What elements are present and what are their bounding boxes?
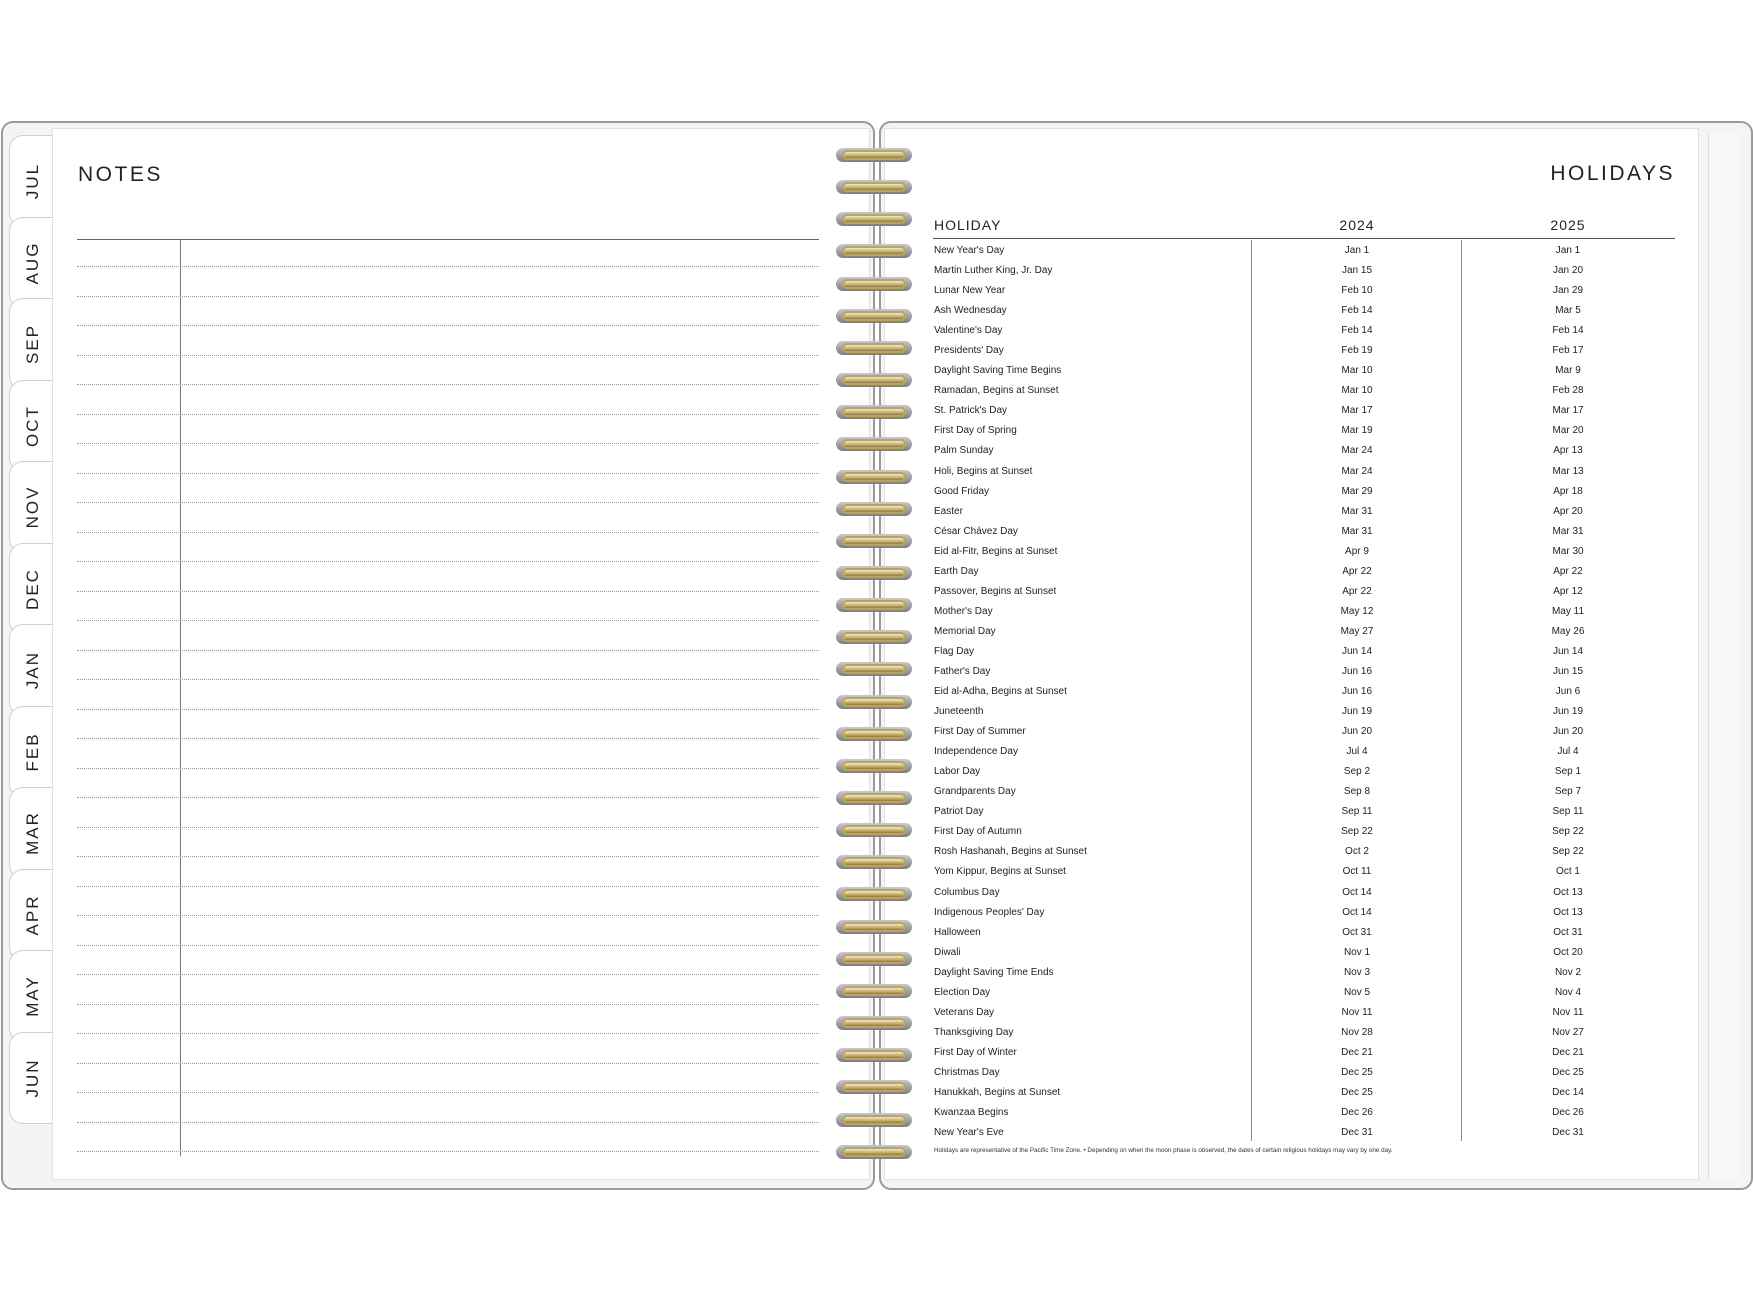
month-tab-feb[interactable] xyxy=(9,706,55,798)
holiday-date-2025: Feb 28 xyxy=(1552,385,1584,397)
holiday-row xyxy=(933,582,1675,602)
holiday-name: Grandparents Day xyxy=(934,786,1016,798)
holiday-date-2024: Jan 15 xyxy=(1341,265,1373,277)
holiday-row xyxy=(933,762,1675,782)
holiday-date-2024: Oct 11 xyxy=(1342,866,1372,878)
holiday-row xyxy=(933,1123,1675,1143)
holiday-date-2025: Jun 6 xyxy=(1555,686,1581,698)
spiral-ring xyxy=(836,1145,912,1160)
holiday-date-2025: Sep 7 xyxy=(1554,786,1582,798)
spiral-ring xyxy=(836,502,912,517)
notes-line xyxy=(77,1092,819,1093)
holiday-name: Patriot Day xyxy=(934,806,984,818)
holiday-row xyxy=(933,482,1675,502)
holiday-date-2025: Sep 1 xyxy=(1554,766,1582,778)
holiday-date-2025: Apr 18 xyxy=(1553,485,1583,497)
holiday-date-2024: Feb 19 xyxy=(1341,345,1373,357)
holiday-row xyxy=(933,822,1675,842)
notes-line xyxy=(77,827,819,828)
spiral-ring xyxy=(836,148,912,163)
notes-line xyxy=(77,1122,819,1123)
spiral-ring xyxy=(836,437,912,452)
month-tab-jun[interactable] xyxy=(9,1032,55,1124)
holiday-date-2024: Dec 25 xyxy=(1341,1086,1373,1098)
spiral-ring xyxy=(836,244,912,259)
notes-line xyxy=(77,473,819,474)
notes-line xyxy=(77,1151,819,1152)
notes-title: NOTES xyxy=(78,163,163,186)
holiday-row xyxy=(933,702,1675,722)
holiday-name: Memorial Day xyxy=(934,625,996,637)
holiday-name: Flag Day xyxy=(934,645,975,657)
notes-header-rule xyxy=(77,239,819,240)
notes-line xyxy=(77,650,819,651)
holiday-date-2025: Oct 13 xyxy=(1553,886,1583,898)
notes-line xyxy=(77,532,819,533)
holiday-name: Daylight Saving Time Begins xyxy=(934,365,1062,377)
holiday-date-2024: Apr 22 xyxy=(1342,565,1372,577)
holiday-date-2025: May 26 xyxy=(1551,625,1585,637)
notes-line xyxy=(77,679,819,680)
holiday-row xyxy=(933,963,1675,983)
holiday-date-2025: Dec 21 xyxy=(1552,1046,1584,1058)
month-tab-label: AUG xyxy=(22,241,42,284)
holiday-date-2025: Apr 13 xyxy=(1553,445,1583,457)
spiral-ring xyxy=(836,277,912,292)
holiday-name: Juneteenth xyxy=(934,706,984,718)
holiday-date-2024: Jun 14 xyxy=(1341,645,1373,657)
spiral-ring xyxy=(836,405,912,420)
month-tab-dec[interactable] xyxy=(9,543,55,635)
holiday-date-2024: Mar 10 xyxy=(1341,385,1373,397)
spiral-ring xyxy=(836,534,912,549)
holiday-name: Diwali xyxy=(934,946,961,958)
holidays-table xyxy=(933,241,1675,1143)
holiday-date-2025: Sep 11 xyxy=(1552,806,1584,818)
holiday-date-2024: Mar 24 xyxy=(1341,465,1373,477)
holiday-name: Thanksgiving Day xyxy=(934,1026,1014,1038)
holiday-date-2024: Oct 14 xyxy=(1342,906,1372,918)
spiral-ring xyxy=(836,662,912,677)
spiral-ring xyxy=(836,727,912,742)
holiday-date-2024: Jun 19 xyxy=(1341,706,1373,718)
holidays-footnote: Holidays are representative of the Pacific Time Zone. • Depending on when the moon phase is observed, the dates of certain religious holidays may vary by one day. xyxy=(934,1147,1393,1154)
holiday-date-2024: Mar 24 xyxy=(1341,445,1373,457)
holiday-date-2025: Oct 31 xyxy=(1553,926,1583,938)
notes-line xyxy=(77,709,819,710)
holiday-name: Kwanzaa Begins xyxy=(934,1107,1009,1119)
holiday-row xyxy=(933,1023,1675,1043)
holiday-row xyxy=(933,341,1675,361)
holiday-row xyxy=(933,522,1675,542)
notes-line xyxy=(77,502,819,503)
spiral-ring xyxy=(836,309,912,324)
holiday-date-2025: May 11 xyxy=(1551,605,1585,617)
holiday-name: First Day of Summer xyxy=(934,726,1026,738)
holiday-date-2024: Oct 31 xyxy=(1342,926,1372,938)
month-tab-label: FEB xyxy=(22,731,42,772)
month-tab-jan[interactable] xyxy=(9,624,55,716)
holiday-row xyxy=(933,1103,1675,1123)
notes-page xyxy=(52,128,870,1180)
holiday-date-2024: Dec 31 xyxy=(1341,1127,1373,1139)
holiday-date-2025: Jan 29 xyxy=(1552,285,1584,297)
holiday-date-2025: Sep 22 xyxy=(1552,826,1584,838)
month-tab-label: MAR xyxy=(22,811,42,855)
holiday-date-2024: May 12 xyxy=(1340,605,1374,617)
holidays-title: HOLIDAYS xyxy=(1550,162,1675,185)
holiday-date-2024: Feb 10 xyxy=(1341,285,1373,297)
holiday-date-2024: Nov 5 xyxy=(1343,986,1371,998)
notes-line xyxy=(77,1033,819,1034)
notes-line xyxy=(77,856,819,857)
month-tab-sep[interactable] xyxy=(9,298,55,390)
holiday-date-2024: Jan 1 xyxy=(1344,245,1370,256)
holiday-row xyxy=(933,923,1675,943)
holiday-date-2025: Nov 2 xyxy=(1554,966,1582,978)
holiday-row xyxy=(933,782,1675,802)
notes-line xyxy=(77,797,819,798)
holiday-row xyxy=(933,1083,1675,1103)
holiday-row xyxy=(933,301,1675,321)
holiday-date-2025: Jan 1 xyxy=(1555,245,1581,256)
holiday-name: Hanukkah, Begins at Sunset xyxy=(934,1086,1061,1098)
month-tab-mar[interactable] xyxy=(9,787,55,879)
month-tab-label: NOV xyxy=(22,485,42,529)
column-header-holiday: HOLIDAY xyxy=(934,217,1002,233)
holidays-header-rule xyxy=(933,238,1675,239)
column-header-2025: 2025 xyxy=(1550,217,1586,233)
holiday-row xyxy=(933,462,1675,482)
holiday-name: Daylight Saving Time Ends xyxy=(934,966,1054,978)
holiday-name: Presidents' Day xyxy=(934,345,1004,357)
spiral-ring xyxy=(836,759,912,774)
holiday-row xyxy=(933,542,1675,562)
holiday-date-2024: Dec 21 xyxy=(1341,1046,1373,1058)
month-tab-label: OCT xyxy=(22,404,42,447)
holiday-name: Easter xyxy=(934,505,963,517)
holiday-row xyxy=(933,421,1675,441)
spiral-ring xyxy=(836,1048,912,1063)
holiday-date-2025: Sep 22 xyxy=(1552,846,1584,858)
notes-line xyxy=(77,561,819,562)
holiday-date-2025: Nov 4 xyxy=(1554,986,1582,998)
notes-line xyxy=(77,266,819,267)
holiday-name: Indigenous Peoples' Day xyxy=(934,906,1045,918)
month-tab-nov[interactable] xyxy=(9,461,55,553)
holiday-row xyxy=(933,983,1675,1003)
holiday-name: Veterans Day xyxy=(934,1006,995,1018)
notes-line xyxy=(77,325,819,326)
holiday-date-2024: Sep 2 xyxy=(1343,766,1371,778)
holiday-row xyxy=(933,241,1675,261)
spiral-ring xyxy=(836,630,912,645)
holiday-date-2024: Jun 16 xyxy=(1341,665,1373,677)
holiday-name: Yom Kippur, Begins at Sunset xyxy=(934,866,1066,878)
holiday-date-2024: May 27 xyxy=(1340,625,1374,637)
holiday-date-2024: Apr 22 xyxy=(1342,585,1372,597)
month-tab-label: JUL xyxy=(22,162,42,200)
holiday-name: Election Day xyxy=(934,986,991,998)
spiral-ring xyxy=(836,695,912,710)
holiday-row xyxy=(933,802,1675,822)
holiday-date-2025: Dec 31 xyxy=(1552,1127,1584,1139)
spiral-ring xyxy=(836,823,912,838)
holiday-row xyxy=(933,622,1675,642)
spiral-ring xyxy=(836,1080,912,1095)
holiday-row xyxy=(933,381,1675,401)
holiday-date-2025: Mar 31 xyxy=(1552,525,1584,537)
spiral-ring xyxy=(836,984,912,999)
holiday-row xyxy=(933,562,1675,582)
notes-line xyxy=(77,1063,819,1064)
holiday-name: Ramadan, Begins at Sunset xyxy=(934,385,1059,397)
holiday-date-2025: Oct 13 xyxy=(1553,906,1583,918)
holiday-name: Passover, Begins at Sunset xyxy=(934,585,1057,597)
holiday-date-2024: Sep 22 xyxy=(1341,826,1373,838)
holiday-row xyxy=(933,361,1675,381)
holiday-date-2025: Mar 30 xyxy=(1552,545,1584,557)
holiday-row xyxy=(933,401,1675,421)
holiday-name: Columbus Day xyxy=(934,886,1000,898)
notes-line xyxy=(77,296,819,297)
holiday-date-2025: Jun 19 xyxy=(1552,706,1584,718)
holiday-name: Palm Sunday xyxy=(934,445,994,457)
holiday-name: César Chávez Day xyxy=(934,525,1018,537)
holiday-name: Holi, Begins at Sunset xyxy=(934,465,1033,477)
spiral-ring xyxy=(836,341,912,356)
holiday-name: Eid al-Adha, Begins at Sunset xyxy=(934,686,1067,698)
month-tab-label: APR xyxy=(22,894,42,935)
month-tab-apr[interactable] xyxy=(9,869,55,961)
holiday-date-2025: Apr 20 xyxy=(1553,505,1583,517)
holiday-name: Independence Day xyxy=(934,746,1018,758)
holiday-date-2025: Feb 17 xyxy=(1552,345,1584,357)
spiral-ring xyxy=(836,1113,912,1128)
holiday-row xyxy=(933,1003,1675,1023)
holiday-name: Valentine's Day xyxy=(934,325,1003,337)
month-tab-label: MAY xyxy=(22,975,42,1017)
holiday-date-2024: Nov 1 xyxy=(1343,946,1371,958)
holiday-date-2024: Apr 9 xyxy=(1345,545,1369,557)
holiday-date-2025: Jun 15 xyxy=(1552,665,1584,677)
holiday-row xyxy=(933,441,1675,461)
spiral-ring xyxy=(836,180,912,195)
holiday-row xyxy=(933,602,1675,622)
holiday-date-2024: Feb 14 xyxy=(1341,325,1373,337)
holiday-name: Christmas Day xyxy=(934,1066,1000,1078)
holiday-row xyxy=(933,862,1675,882)
spiral-ring xyxy=(836,470,912,485)
notes-line xyxy=(77,384,819,385)
holiday-row xyxy=(933,742,1675,762)
holiday-date-2024: Jun 20 xyxy=(1341,726,1373,738)
holiday-date-2025: Apr 22 xyxy=(1553,565,1583,577)
holiday-date-2024: Sep 8 xyxy=(1343,786,1371,798)
holiday-date-2025: Jun 20 xyxy=(1552,726,1584,738)
holiday-name: First Day of Autumn xyxy=(934,826,1022,838)
holiday-date-2025: Oct 20 xyxy=(1553,946,1583,958)
holiday-row xyxy=(933,943,1675,963)
holiday-row xyxy=(933,722,1675,742)
notes-line xyxy=(77,414,819,415)
holiday-date-2024: Oct 14 xyxy=(1342,886,1372,898)
holiday-date-2024: Dec 25 xyxy=(1341,1066,1373,1078)
notes-line xyxy=(77,1004,819,1005)
holiday-date-2024: Mar 31 xyxy=(1341,525,1373,537)
holiday-date-2025: Oct 1 xyxy=(1556,866,1580,878)
holiday-row xyxy=(933,281,1675,301)
holiday-date-2025: Nov 27 xyxy=(1552,1026,1584,1038)
spiral-ring xyxy=(836,791,912,806)
holiday-date-2025: Jul 4 xyxy=(1557,746,1579,758)
holiday-name: Ash Wednesday xyxy=(934,305,1007,317)
holiday-name: Rosh Hashanah, Begins at Sunset xyxy=(934,846,1087,858)
holiday-date-2024: Jul 4 xyxy=(1346,746,1368,758)
notes-line xyxy=(77,768,819,769)
holiday-row xyxy=(933,261,1675,281)
spiral-ring xyxy=(836,598,912,613)
holiday-row xyxy=(933,883,1675,903)
notes-line xyxy=(77,620,819,621)
notes-line xyxy=(77,443,819,444)
holiday-name: New Year's Day xyxy=(934,245,1005,256)
month-tab-aug[interactable] xyxy=(9,217,55,309)
month-tab-label: JUN xyxy=(22,1057,42,1098)
holiday-row xyxy=(933,321,1675,341)
holiday-date-2024: Mar 17 xyxy=(1341,405,1373,417)
holiday-name: Lunar New Year xyxy=(934,285,1006,297)
holiday-date-2024: Oct 2 xyxy=(1345,846,1369,858)
holiday-row xyxy=(933,842,1675,862)
holiday-date-2025: Mar 5 xyxy=(1555,305,1581,317)
notes-line xyxy=(77,915,819,916)
holiday-date-2025: Mar 13 xyxy=(1552,465,1584,477)
spiral-ring xyxy=(836,855,912,870)
holiday-row xyxy=(933,903,1675,923)
holiday-name: First Day of Winter xyxy=(934,1046,1017,1058)
holiday-date-2024: Nov 3 xyxy=(1343,966,1371,978)
holiday-name: Mother's Day xyxy=(934,605,993,617)
holiday-date-2025: Feb 14 xyxy=(1552,325,1584,337)
holiday-date-2024: Nov 11 xyxy=(1341,1006,1373,1018)
notes-line xyxy=(77,738,819,739)
month-tab-may[interactable] xyxy=(9,950,55,1042)
spiral-ring xyxy=(836,1016,912,1031)
month-tab-label: JAN xyxy=(22,650,42,690)
notes-line xyxy=(77,945,819,946)
month-tab-label: DEC xyxy=(22,567,42,610)
notes-line xyxy=(77,355,819,356)
holiday-name: First Day of Spring xyxy=(934,425,1017,437)
spiral-ring xyxy=(836,373,912,388)
holiday-name: Eid al-Fitr, Begins at Sunset xyxy=(934,545,1058,557)
holiday-date-2025: Jan 20 xyxy=(1552,265,1584,277)
holiday-date-2025: Mar 17 xyxy=(1552,405,1584,417)
holiday-date-2025: Dec 26 xyxy=(1552,1107,1584,1119)
spiral-ring xyxy=(836,887,912,902)
month-tab-oct[interactable] xyxy=(9,380,55,472)
holiday-date-2025: Mar 9 xyxy=(1555,365,1581,377)
notes-line xyxy=(77,886,819,887)
holiday-date-2024: Mar 19 xyxy=(1341,425,1373,437)
holiday-date-2025: Mar 20 xyxy=(1552,425,1584,437)
holiday-name: Labor Day xyxy=(934,766,981,778)
holiday-date-2024: Dec 26 xyxy=(1341,1107,1373,1119)
spiral-ring xyxy=(836,566,912,581)
month-tab-jul[interactable] xyxy=(9,135,55,227)
holiday-date-2024: Jun 16 xyxy=(1341,686,1373,698)
notes-margin-rule xyxy=(180,239,181,1156)
holiday-name: Halloween xyxy=(934,926,981,938)
holiday-name: St. Patrick's Day xyxy=(934,405,1008,417)
holiday-date-2025: Jun 14 xyxy=(1552,645,1584,657)
holiday-date-2024: Mar 29 xyxy=(1341,485,1373,497)
holiday-row xyxy=(933,502,1675,522)
holiday-name: New Year's Eve xyxy=(934,1127,1004,1139)
holiday-date-2025: Dec 25 xyxy=(1552,1066,1584,1078)
holiday-row xyxy=(933,682,1675,702)
notes-line xyxy=(77,974,819,975)
holiday-date-2024: Feb 14 xyxy=(1341,305,1373,317)
spiral-ring xyxy=(836,212,912,227)
holiday-row xyxy=(933,642,1675,662)
holiday-name: Martin Luther King, Jr. Day xyxy=(934,265,1053,277)
holiday-name: Father's Day xyxy=(934,665,991,677)
holiday-row xyxy=(933,1043,1675,1063)
holiday-date-2025: Dec 14 xyxy=(1552,1086,1584,1098)
spiral-ring xyxy=(836,952,912,967)
holiday-date-2025: Nov 11 xyxy=(1552,1006,1584,1018)
month-tab-label: SEP xyxy=(22,323,42,365)
holiday-name: Good Friday xyxy=(934,485,990,497)
holiday-date-2024: Sep 11 xyxy=(1341,806,1373,818)
holiday-date-2025: Apr 12 xyxy=(1553,585,1583,597)
holiday-date-2024: Mar 31 xyxy=(1341,505,1373,517)
holiday-row xyxy=(933,1063,1675,1083)
spiral-ring xyxy=(836,920,912,935)
holiday-name: Earth Day xyxy=(934,565,979,577)
holiday-date-2024: Nov 28 xyxy=(1341,1026,1373,1038)
holiday-date-2024: Mar 10 xyxy=(1341,365,1373,377)
holiday-row xyxy=(933,662,1675,682)
notes-line xyxy=(77,591,819,592)
column-header-2024: 2024 xyxy=(1339,217,1375,233)
